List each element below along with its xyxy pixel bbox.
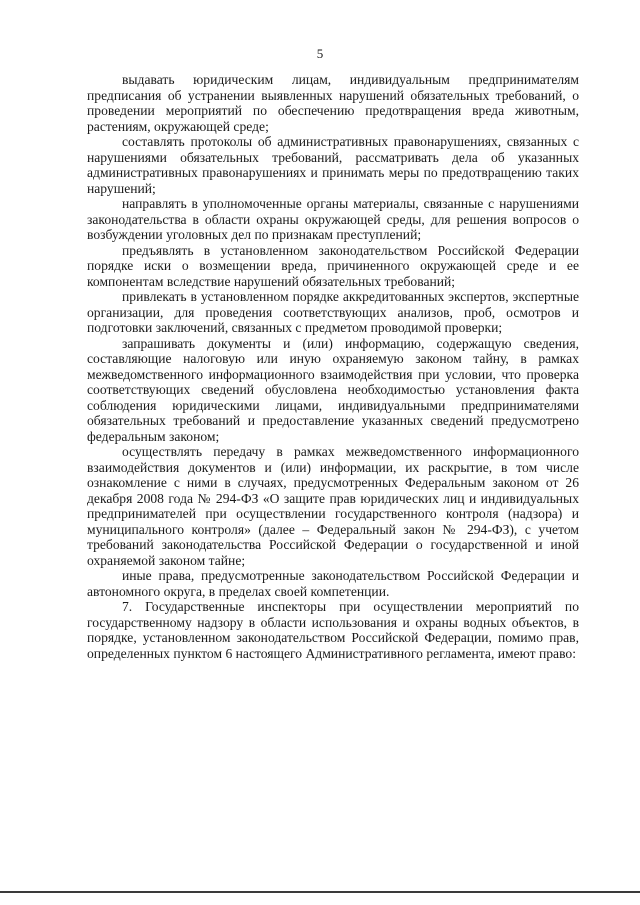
paragraph-send-materials: направлять в уполномоченные органы материалы, связанные с нарушениями законодательства в области охраны окружающей среды, для решения вопросов о возбуждении уголовных дел по признакам преступлений; [87, 196, 579, 242]
paragraph-other-rights: иные права, предусмотренные законодательством Российской Федерации и автономного округа, в пределах своей компетенции. [87, 568, 579, 599]
paragraph-file-claims: предъявлять в установленном законодательством Российской Федерации порядке иски о возмещении вреда, причиненного окружающей среде и ее компонентам вследствие нарушений обязательных требований; [87, 242, 579, 289]
paragraph-draw-protocols: составлять протоколы об административных правонарушениях, связанных с нарушениями обязательных требований, рассматривать дела об указанных административных правонарушениях и принимать меры по предотвращению таких нарушений; [87, 134, 579, 196]
paragraph-transfer-information: осуществлять передачу в рамках межведомственного информационного взаимодействия документов и (или) информации, их раскрытие, в том числе ознакомление с ними в случаях, предусмотренных Федеральным законом от 26 декабря 2008 года № 294-ФЗ «О защите прав юридических лиц и индивидуальных предпринимателей при осуществлении государственного контроля (надзора) и муниципального контроля» (далее – Федеральный закон № 294-ФЗ), с учетом требований законодательства Российской Федерации о государственной и иной охраняемой законом тайне; [87, 444, 579, 568]
paragraph-involve-experts: привлекать в установленном порядке аккредитованных экспертов, экспертные организации, для проведения соответствующих анализов, проб, осмотров и подготовки заключений, связанных с предметом проводимой проверки; [87, 289, 579, 335]
paragraph-section-7: 7. Государственные инспекторы при осуществлении мероприятий по государственному надзору в области использования и охраны водных объектов, в порядке, установленном законодательством Российской Федерации, помимо прав, определенных пунктом 6 настоящего Административного регламента, имеют право: [87, 599, 579, 661]
document-body [87, 72, 579, 661]
page-number: 5 [316, 46, 324, 61]
bottom-scan-edge [0, 891, 640, 893]
paragraph-request-documents: запрашивать документы и (или) информацию, содержащую сведения, составляющие налоговую или иную охраняемую законом тайну, в рамках межведомственного информационного взаимодействия при условии, что проверка соответствующих сведений обусловлена необходимостью установления факта соблюдения юридическими лицами, индивидуальными предпринимателями обязательных требований и предоставление указанных сведений предусмотрено федеральным законом; [87, 335, 579, 444]
paragraph-issue-orders: выдавать юридическим лицам, индивидуальным предпринимателям предписания об устранении выявленных нарушений обязательных требований, о проведении мероприятий по обеспечению предотвращения вреда животным, растениям, окружающей среде; [87, 72, 579, 134]
